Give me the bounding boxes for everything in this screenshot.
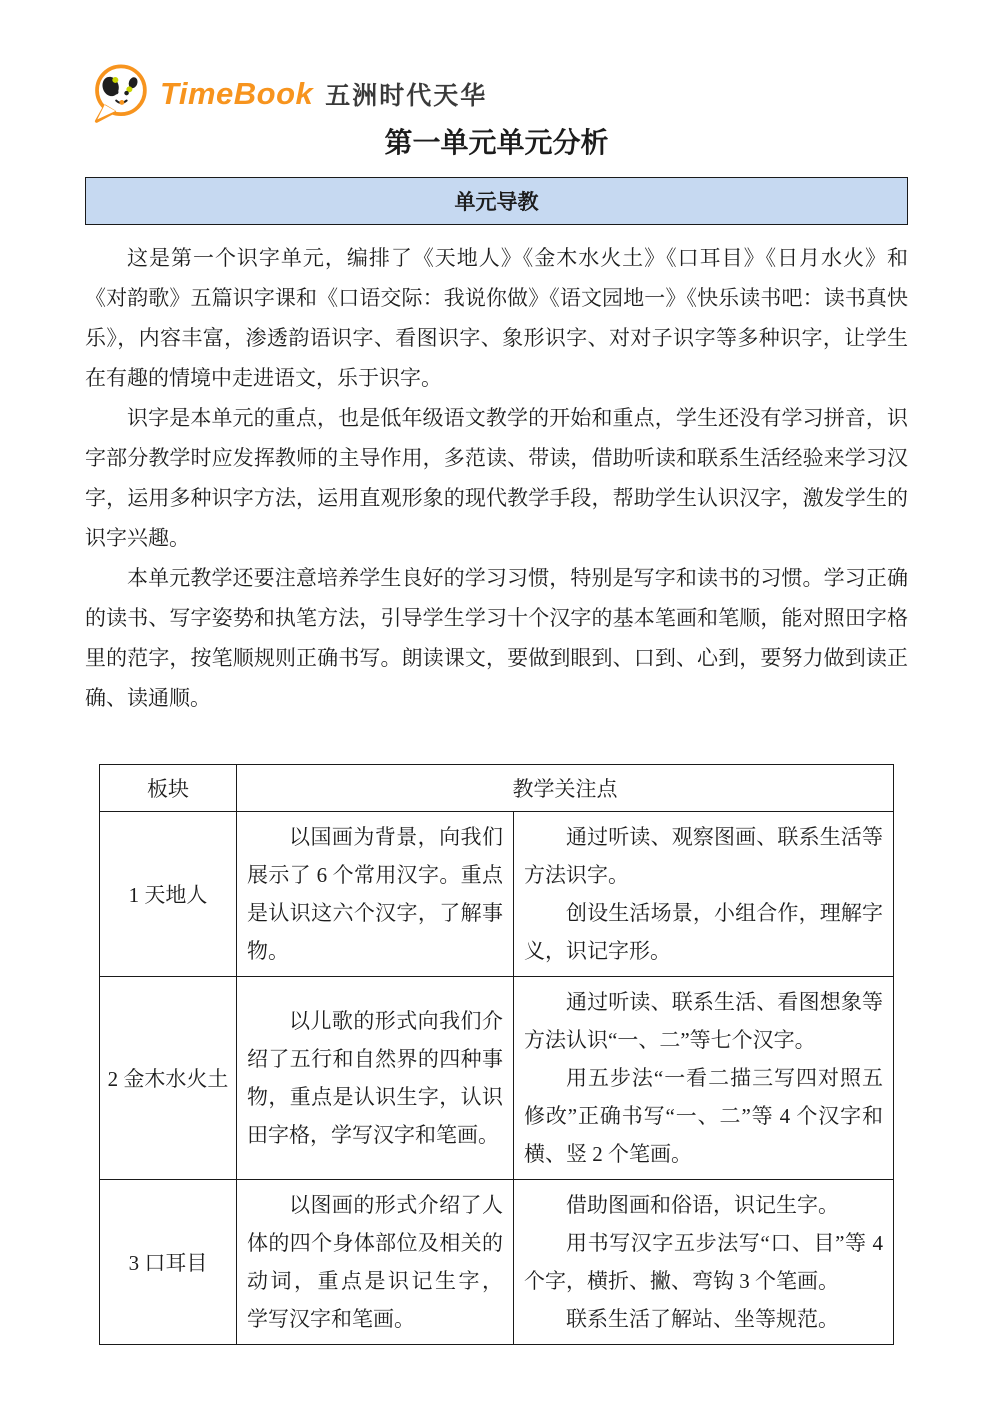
module-cell: 3 口耳目 (100, 1180, 237, 1345)
cell-paragraph: 通过听读、观察图画、联系生活等方法识字。 (524, 825, 883, 887)
focus-cell (514, 977, 894, 1180)
teaching-focus-table (99, 764, 894, 1345)
brand-suffix: 五洲时代天华 (325, 82, 488, 110)
section-banner: 单元导教 (85, 177, 908, 225)
table-row (100, 977, 894, 1180)
module-cell: 2 金木水火土 (100, 977, 237, 1180)
cell-paragraph: 创设生活场景，小组合作，理解字义，识记字形。 (524, 901, 883, 963)
cell-paragraph: 以国画为背景，向我们展示了 6 个常用汉字。重点是认识这六个汉字，了解事物。 (247, 825, 503, 963)
cell-paragraph: 以图画的形式介绍了人体的四个身体部位及相关的动词，重点是识记生字， 学写汉字和笔画。 (247, 1193, 503, 1331)
cell-paragraph: 用五步法“一看二描三写四对照五修改”正确书写“一、二”等 4 个汉字和横、竖 2 个笔画。 (524, 1066, 883, 1166)
table-header-row (100, 765, 894, 812)
focus-cell (514, 812, 894, 977)
cell-paragraph: 联系生活了解站、坐等规范。 (566, 1307, 839, 1331)
column-header-focus: 教学关注点 (237, 765, 894, 812)
module-cell: 1 天地人 (100, 812, 237, 977)
paragraph: 这是第一个识字单元，编排了《天地人》《金木水火土》《口耳目》《日月水火》和《对韵歌》五篇识字课和《口语交际：我说你做》《语文园地一》《快乐读书吧：读书真快乐》，内容丰富，渗透韵语识字、看图识字、象形识字、对对子识字等多种识字，让学生在有趣的情境中走进语文，乐于识字。 (85, 246, 908, 390)
cell-paragraph: 以儿歌的形式向我们介绍了五行和自然界的四种事物，重点是认识生字，认识田字格，学写汉字和笔画。 (247, 1009, 503, 1147)
focus-cell (514, 1180, 894, 1345)
timebook-dog-logo-icon (90, 63, 150, 125)
cell-paragraph: 借助图画和俗语，识记生字。 (566, 1193, 839, 1217)
brand-name: TimeBook (160, 76, 314, 111)
description-cell (237, 812, 514, 977)
unit-guide-text (85, 238, 908, 718)
table-row (100, 812, 894, 977)
description-cell (237, 977, 514, 1180)
logo-row (85, 0, 908, 124)
cell-paragraph: 通过听读、联系生活、看图想象等方法认识“一、二”等七个汉字。 (524, 990, 883, 1052)
column-header-module: 板块 (100, 765, 237, 812)
paragraph: 本单元教学还要注意培养学生良好的学习习惯，特别是写字和读书的习惯。学习正确的读书、写字姿势和执笔方法，引导学生学习十个汉字的基本笔画和笔顺，能对照田字格里的范字，按笔顺规则正确书写。朗读课文，要做到眼到、口到、心到，要努力做到读正确、读通顺。 (85, 566, 908, 710)
cell-paragraph: 用书写汉字五步法写“口、目”等 4 个字，横折、撇、弯钩 3 个笔画。 (524, 1231, 883, 1293)
page-title: 第一单元单元分析 (384, 128, 609, 159)
paragraph: 识字是本单元的重点，也是低年级语文教学的开始和重点，学生还没有学习拼音，识字部分教学时应发挥教师的主导作用，多范读、带读，借助听读和联系生活经验来学习汉字，运用多种识字方法，运用直观形象的现代教学手段，帮助学生认识汉字，激发学生的识字兴趣。 (85, 406, 908, 550)
table-row (100, 1180, 894, 1345)
description-cell (237, 1180, 514, 1345)
